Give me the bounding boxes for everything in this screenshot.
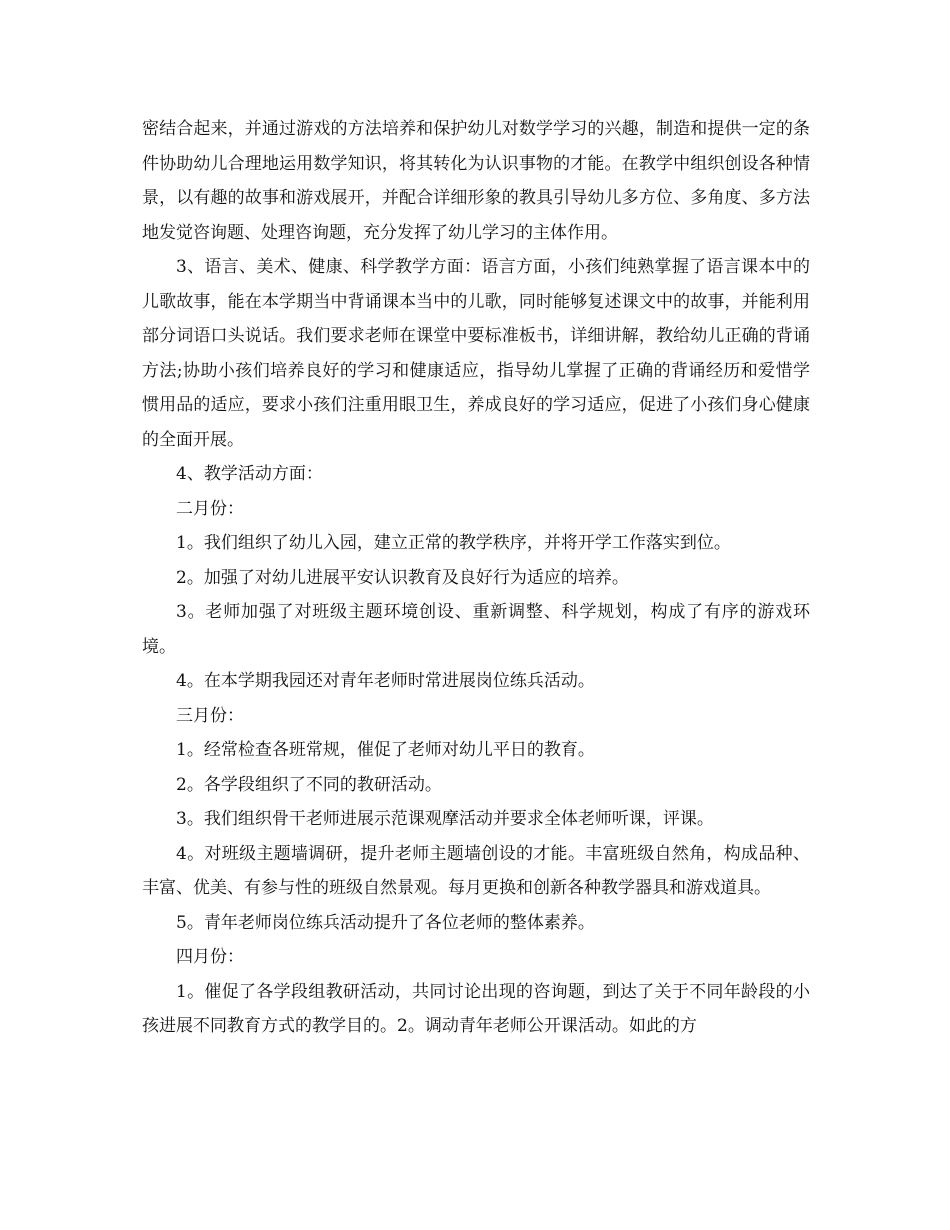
list-item: 4。在本学期我园还对青年老师时常进展岗位练兵活动。 <box>176 671 595 691</box>
month-heading: 四月份： <box>176 947 244 967</box>
list-item: 2。加强了对幼儿进展平安认识教育及良好行为适应的培养。 <box>176 567 629 588</box>
paragraph: 3、语言、美术、健康、科学教学方面：语言方面，小孩们纯熟掌握了语言课本中的儿歌故事，能在本学期当中背诵课本当中的儿歌，同时能够复述课文中的故事，并能利用部分词语口头说话。我们要求老师在课堂中要标准板书，详细讲解，教给幼儿正确的背诵方法;协助小孩们培养良好的学习和健康适应，指导幼儿掌握了正确的背诵经历和爱惜学惯用品的适应，要求小孩们注重用眼卫生，养成良好的学习适应，促进了小孩们身心健康的全面开展。 <box>142 257 810 450</box>
month-heading: 二月份： <box>176 498 244 519</box>
section-heading: 4、教学活动方面： <box>176 464 323 484</box>
list-item: 1。催促了各学段组教研活动，共同讨论出现的咨询题，到达了关于不同年龄段的小孩进展不同教育方式的教学目的。2。调动青年老师公开课活动。如此的方 <box>142 981 810 1036</box>
list-item: 3。我们组织骨干老师进展示范课观摩活动并要求全体老师听课，评课。 <box>176 809 714 829</box>
list-item: 2。各学段组织了不同的教研活动。 <box>176 774 442 795</box>
list-item: 3。老师加强了对班级主题环境创设、重新调整、科学规划，构成了有序的游戏环境。 <box>142 602 810 657</box>
paragraph: 密结合起来，并通过游戏的方法培养和保护幼儿对数学学习的兴趣，制造和提供一定的条件协助幼儿合理地运用数学知识，将其转化为认识事物的才能。在教学中组织创设各种情景，以有趣的故事和游戏展开，并配合详细形象的教具引导幼儿多方位、多角度、多方法地发觉咨询题、处理咨询题，充分发挥了幼儿学习的主体作用。 <box>142 119 810 243</box>
list-item: 5。青年老师岗位练兵活动提升了各位老师的整体素养。 <box>176 912 595 933</box>
document-body <box>142 112 810 1044</box>
list-item: 4。对班级主题墙调研，提升老师主题墙创设的才能。丰富班级自然角，构成品种、丰富、优美、有参与性的班级自然景观。每月更换和创新各种教学器具和游戏道具。 <box>142 843 810 898</box>
list-item: 1。经常检查各班常规，催促了老师对幼儿平日的教育。 <box>176 740 595 760</box>
month-heading: 三月份： <box>176 705 244 726</box>
list-item: 1。我们组织了幼儿入园，建立正常的教学秩序，并将开学工作落实到位。 <box>176 533 731 553</box>
